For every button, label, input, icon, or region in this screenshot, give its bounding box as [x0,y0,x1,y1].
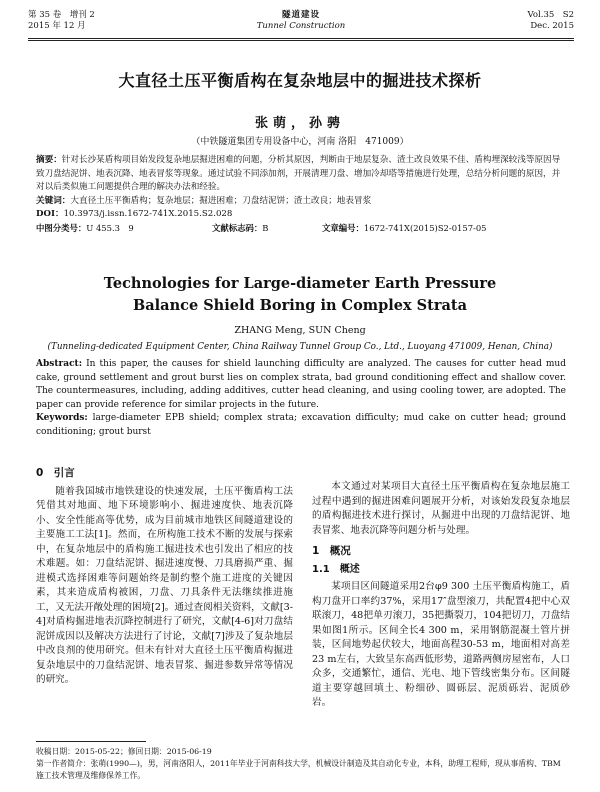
intro-continuation: 本文通过对某项目大直径土压平衡盾构在复杂地层施工过程中遇到的掘进困难问题展开分析，对该始发段复杂地层的盾构掘进技术进行探讨，从掘进中出现的刀盘结泥饼、地表冒浆、地表沉降等问题分析与处理。 [312,481,570,536]
section-1-1-paragraph: 某项目区间隧道采用2台φ9 300 土压平衡盾构施工，盾构刀盘开口率约37%，采用17″盘型滚刀，共配置4把中心双联滚刀，48把单刃滚刀，35把撕裂刀，104把切刀，刀盘结果如图1所示。区间全长4 300 m，采用钢筋混凝土管片拼装，区间地势起伏较大，地面高程30-53 m，地面相对高差23 m左右，大致呈东高西低形势，道路两侧房屋密布，人口众多，交通繁忙，通信、光电、地下管线密集分布。区间隧道主要穿越回填土、粉细砂、圆砾层、泥质砾岩、泥质砂岩。 [312,581,570,708]
abstract-en-block [36,358,566,439]
doi-text: 10.3973/j.issn.1672-741X.2015.S2.028 [63,209,233,219]
doc-code [212,222,322,236]
running-header [28,10,574,38]
affiliation-en: (Tunneling-dedicated Equipment Center, China Railway Tunnel Group Co., Ltd., Luoyang 471009, Henan, China) [47,342,553,352]
author-bio: 第一作者简介：张萌(1990—)，男，河南洛阳人，2011年毕业于河南科技大学，机械设计制造及其自动化专业，本科，助理工程师，现从事盾构、TBM施工技术管理及维修保养工作。 [36,759,561,780]
abstract-en-label: Abstract: [36,359,83,369]
footnote-rule [36,741,146,742]
affiliation-cn: （中铁隧道集团专用设备中心，河南 洛阳 471009） [191,137,409,147]
volume-en: Vol.35 S2 [527,10,574,20]
volume-cn: 第 35 卷 增刊 2 [28,10,95,20]
left-column [36,466,293,688]
clc-code [36,222,212,236]
keywords-en [36,412,566,439]
classification-row [36,222,566,236]
title-cn: 大直径土压平衡盾构在复杂地层中的掘进技术探析 [118,71,482,90]
keywords-cn-label: 关键词： [36,195,71,206]
keywords-cn-text: 大直径土压平衡盾构；复杂地层；掘进困难；刀盘结泥饼；渣土改良；地表冒浆 [70,195,372,206]
header-right [528,10,574,32]
clc-label: 中图分类号： [36,222,87,233]
doi [36,208,566,222]
title-en [40,273,560,317]
header-rule [28,38,574,39]
received-date: 收稿日期：2015-05-22；修回日期：2015-06-19 [36,747,212,756]
journal-name-cn: 隧道建设 [281,10,320,20]
section-0-heading: 0 引言 [36,467,75,479]
authors-cn: 张萌，孙骋 [254,116,345,131]
keywords-en-text: large-diameter EPB shield; complex strata; excavation difficulty; mud cake on cutter head; ground conditioning; grout burst [36,413,566,437]
article-number [322,222,487,236]
doc-label: 文献标志码： [212,222,263,233]
title-en-line2: Balance Shield Boring in Complex Strata [133,297,467,314]
title-en-line1: Technologies for Large-diameter Earth Pressure [103,275,497,292]
doi-label: DOI： [36,209,64,219]
header-center [28,10,574,32]
right-column [312,480,570,711]
abstract-en-text: In this paper, the causes for shield launching difficulty are analyzed. The causes for cutter head mud cake, ground settlement and grout burst lies on complex strata, bad ground conditioning effect and shallow cover. The countermeasures, including, adding additives, cutter head cleaning, and using cooling tower, are adopted. The paper can provide reference for similar projects in the future. [36,359,566,410]
abstract-cn-text: 针对长沙某盾构项目始发段复杂地层掘进困难的问题，分析其原因，判断由于地层复杂、渣土改良效果不佳、盾构埋深较浅等原因导致刀盘结泥饼、地表沉降、地表冒浆等现象。通过试验不同添加剂，开展清理刀盘、增加冷却塔等措施进行处理，总结分析问题的原因，并对以后类似施工问题提供合理的解决办法和经验。 [36,155,561,192]
abstract-cn-block [36,154,566,235]
art-value: 1672-741X(2015)S2-0157-05 [363,222,487,233]
section-1-1-heading: 1.1 概述 [312,563,360,575]
keywords-en-label: Keywords: [36,413,88,423]
footnotes [36,746,566,782]
abstract-cn-label: 摘要： [36,155,62,165]
section-1-heading: 1 概况 [312,545,351,557]
header-rule-thin [28,40,574,41]
date-en: Dec. 2015 [530,21,574,31]
journal-name-en: Tunnel Construction [256,21,346,31]
date-cn: 2015 年 12 月 [28,21,86,31]
authors-en: ZHANG Meng, SUN Cheng [234,325,366,336]
doc-value: B [262,222,269,233]
keywords-cn [36,195,566,209]
abstract-cn [36,154,566,195]
abstract-en [36,358,566,412]
clc-value: U 455.3 9 [86,222,134,233]
section-0-paragraph: 随着我国城市地铁建设的快速发展，土压平衡盾构工法凭借其对地面、地下环境影响小、掘进速度快、地表沉降小、安全性能高等优势，成为目前城市地铁区间隧道建设的主要施工工法[1]。然而，在所构施工技术不断的发展与探索中，在复杂地层中的盾构施工掘进技术也引发出了相应的技术难题。如：刀盘结泥饼、掘进速度慢、刀具磨损严重、掘进模式选择困难等问题始终是制约整个施工进度的关键因素，其来造成盾构被困，刀盘、刀具条件无法继续推进施工，又无法开敞处理的困境[2]。通过查阅相关资料，文献[3-4]对盾构掘进地表沉降控制进行了研究，文献[4-6]对刀盘结泥饼成因以及解决方法进行了讨论，文献[7]涉及了复杂地层中改良剂的使用研究。但未有针对大直径土压平衡盾构掘进复杂地层中的刀盘结泥饼、地表冒浆、掘进参数异常等情况的研究。 [36,485,293,685]
art-label: 文章编号： [322,222,364,233]
